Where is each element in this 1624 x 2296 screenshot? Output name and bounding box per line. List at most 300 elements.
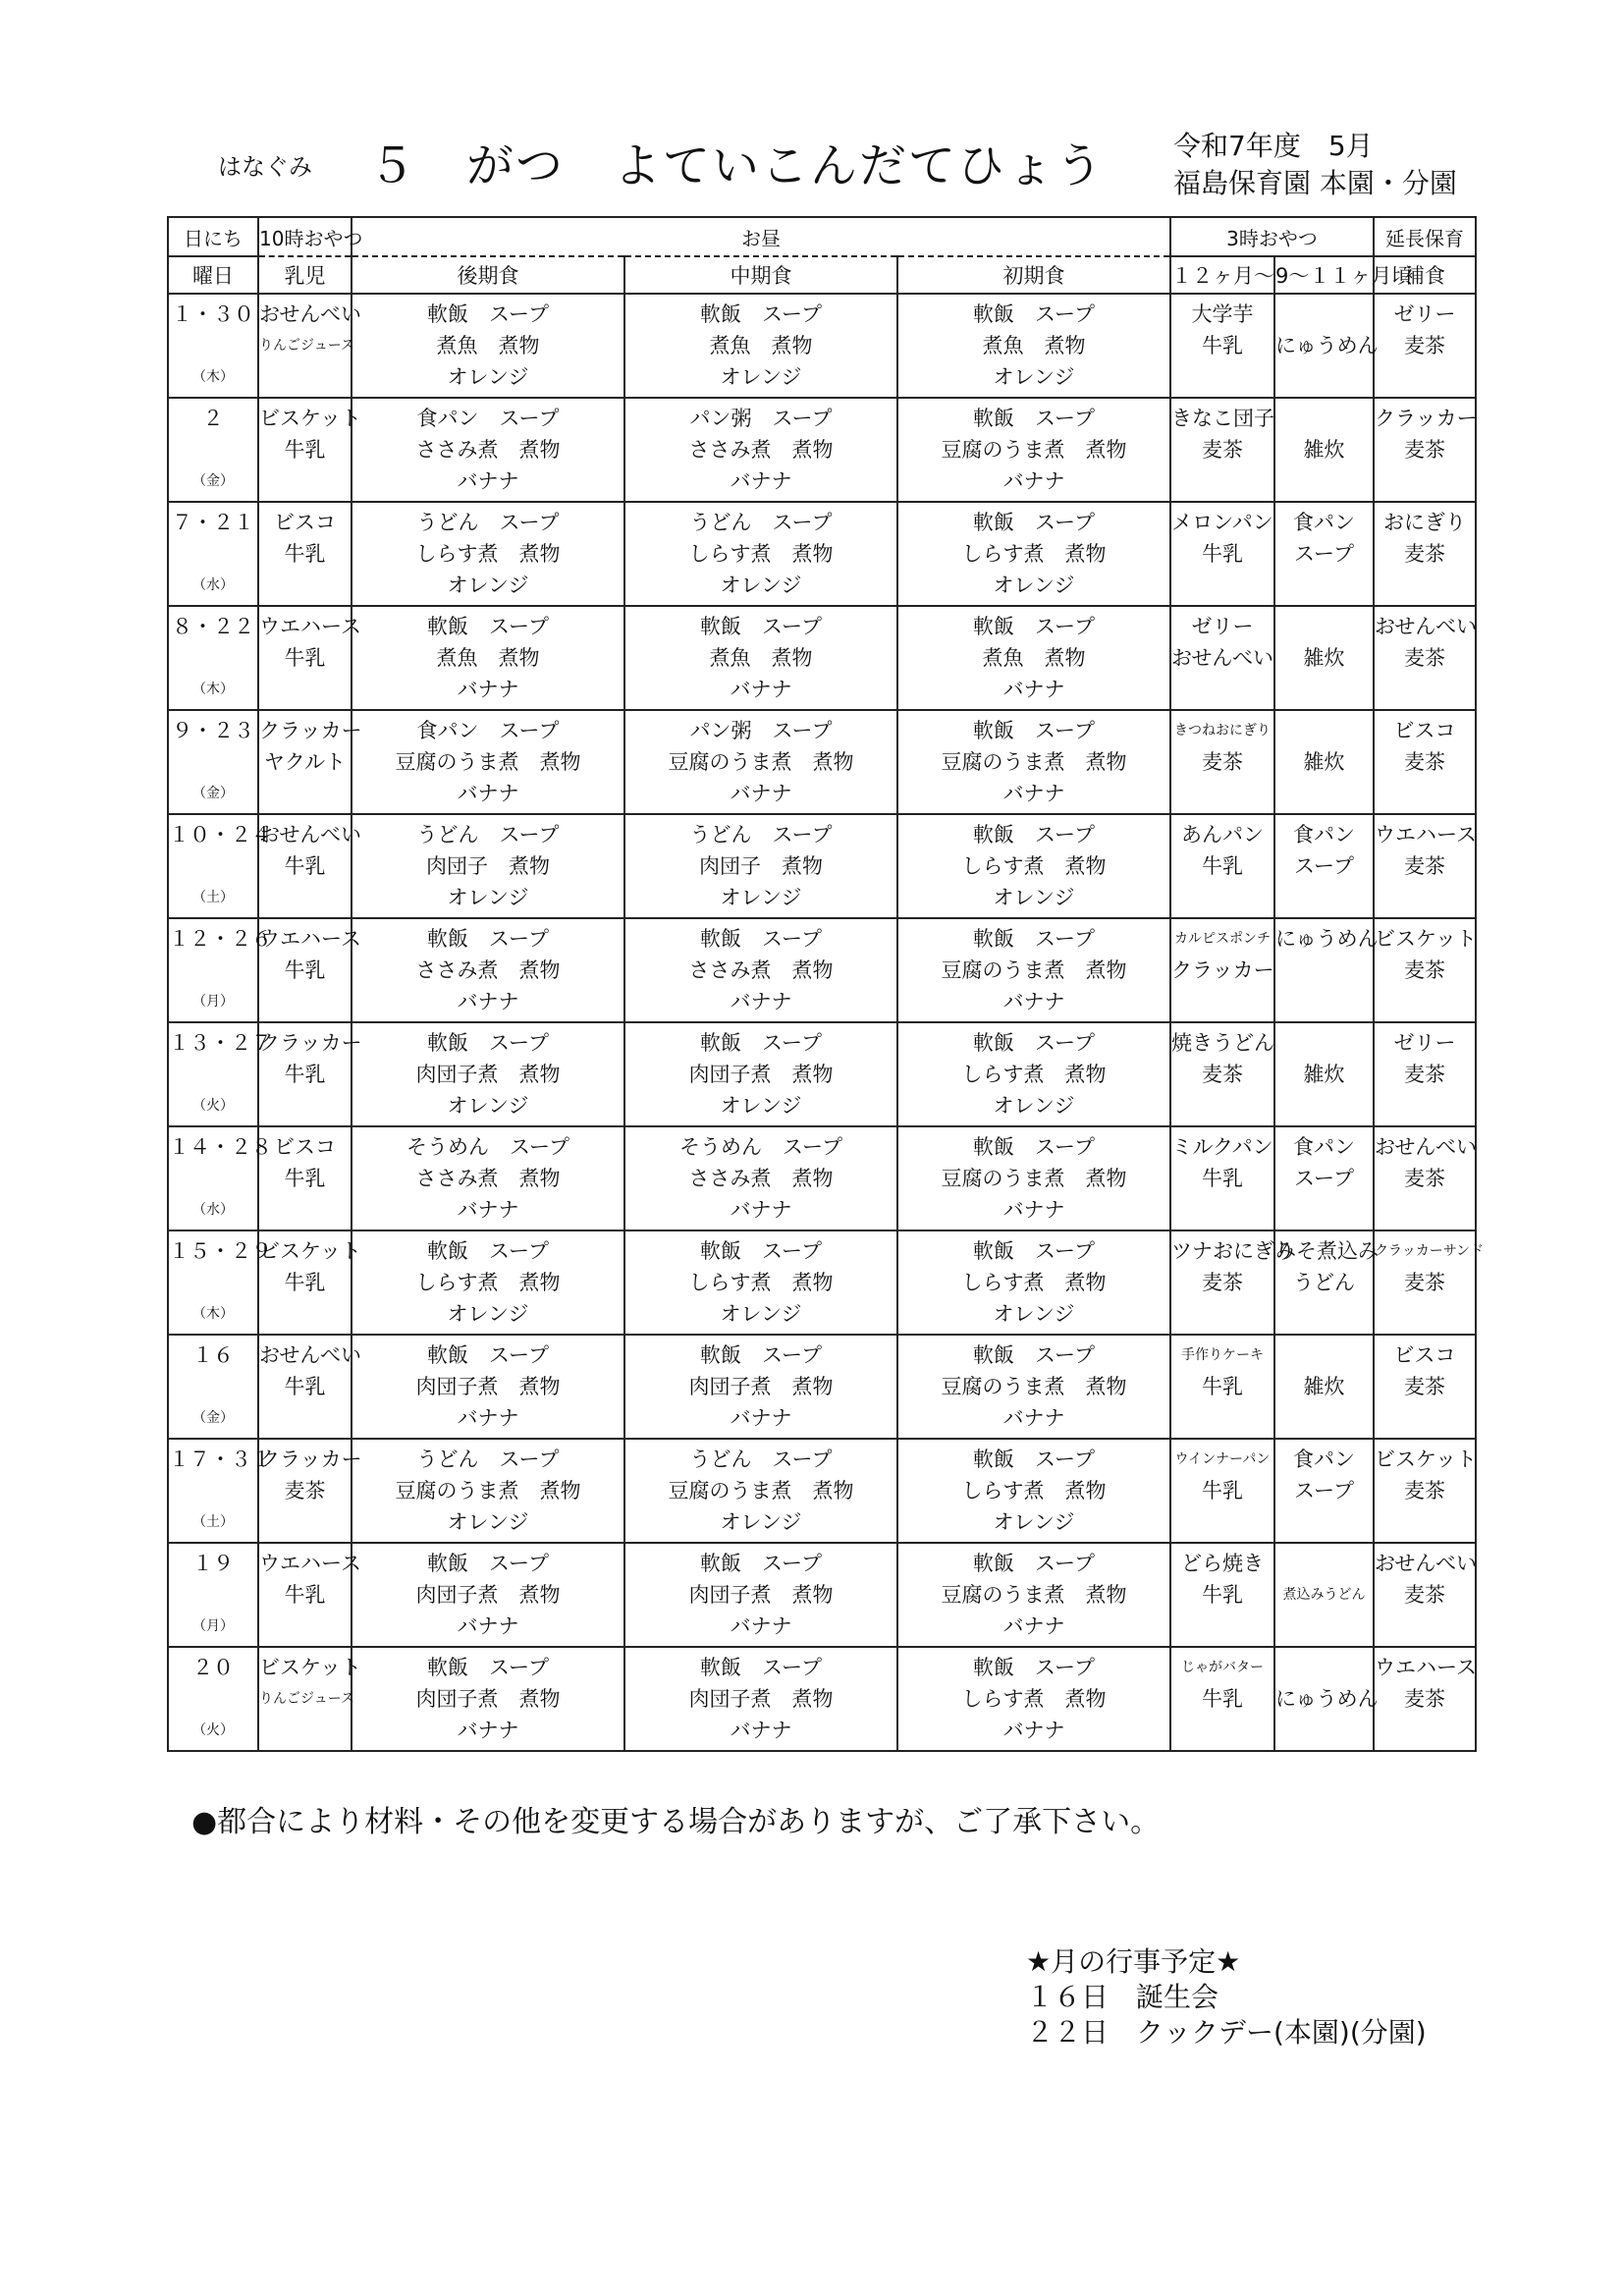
cell-line (1275, 1506, 1373, 1538)
extended-cell-lines (1375, 399, 1478, 501)
date-lines (169, 1231, 272, 1334)
cell-line (1375, 986, 1475, 1017)
cell-line: 雑炊 (1303, 438, 1345, 462)
cell-line (259, 778, 351, 809)
cell-line: 牛乳 (284, 1271, 326, 1294)
cell-line (1375, 1611, 1475, 1642)
cell-line: 豆腐のうま煮 煮物 (941, 1375, 1127, 1398)
cell-line: 麦茶 (1202, 750, 1243, 774)
cell-line: 豆腐のうま煮 煮物 (668, 1479, 854, 1503)
date-lines (169, 607, 257, 709)
cell-line: ビスコ (1393, 1343, 1456, 1367)
cell-line: 軟飯 スープ (973, 1343, 1095, 1367)
middle-cell-lines (625, 1023, 896, 1125)
extended-cell (1374, 814, 1476, 918)
cell-line: ささみ煮 煮物 (415, 958, 561, 982)
late-cell (352, 1335, 624, 1439)
cell-line (1275, 361, 1373, 393)
cell-line: 煮込みうどん (1282, 1587, 1366, 1603)
cell-line: 肉団子煮 煮物 (688, 1375, 834, 1398)
cell-line: 軟飯 スープ (973, 1031, 1095, 1055)
extended-cell (1374, 502, 1476, 606)
cell-line: バナナ (1002, 1406, 1065, 1430)
date-cell (168, 606, 258, 710)
late-cell-lines (352, 1440, 623, 1542)
cell-line: しらす煮 煮物 (961, 1479, 1107, 1503)
cell-line: 牛乳 (1202, 854, 1243, 878)
cell-line: 麦茶 (1202, 1063, 1243, 1086)
extended-cell (1374, 606, 1476, 710)
cell-line: 麦茶 (1404, 1583, 1446, 1607)
snack3b-cell (1274, 710, 1374, 814)
snack3b-cell-lines (1275, 711, 1373, 813)
cell-line: ウエハース (259, 615, 361, 638)
cell-line (1275, 882, 1373, 913)
cell-line: 食パン スープ (416, 719, 560, 742)
snack3b-cell-lines (1275, 1440, 1373, 1542)
snack3a-cell (1170, 1126, 1274, 1230)
table-row (168, 814, 1476, 918)
cell-line: 豆腐のうま煮 煮物 (395, 1479, 581, 1503)
cell-line (259, 361, 351, 393)
late-cell (352, 1647, 624, 1751)
cell-line (1275, 611, 1373, 642)
cell-line: しらす煮 煮物 (961, 1271, 1107, 1294)
extended-cell (1374, 1647, 1476, 1751)
date-lines (169, 503, 257, 605)
cell-line: カルピスポンチ (1174, 931, 1271, 947)
late-cell-lines (352, 503, 623, 605)
cell-line (1171, 570, 1273, 601)
early-cell-lines (898, 1127, 1169, 1230)
middle-cell-lines (625, 1231, 896, 1334)
cell-line: 雑炊 (1303, 750, 1345, 774)
cell-line: 牛乳 (284, 542, 326, 566)
cell-line (1171, 882, 1273, 913)
snack10-cell-lines (259, 399, 361, 501)
cell-line: 軟飯 スープ (973, 719, 1095, 742)
cell-line (1375, 570, 1475, 601)
cell-line: バナナ (1002, 1719, 1065, 1742)
col-snack10-sub: 乳児 (258, 256, 352, 294)
snack3b-cell-lines (1275, 1023, 1373, 1125)
cell-line (1171, 361, 1273, 393)
early-cell-lines (898, 1440, 1169, 1542)
cell-line (1275, 1298, 1373, 1330)
cell-line: にゅうめん (1275, 334, 1379, 357)
cell-line (1275, 778, 1373, 809)
cell-line: うどん スープ (689, 823, 833, 847)
date-lines (169, 1127, 272, 1230)
page-title: ５ がつ よていこんだてひょう (368, 138, 1106, 193)
date-cell (168, 398, 258, 502)
cell-line (1171, 465, 1273, 497)
snack3b-cell (1274, 1335, 1374, 1439)
cell-line: オレンジ (993, 574, 1075, 597)
middle-cell-lines (625, 503, 896, 605)
cell-line: オレンジ (993, 886, 1075, 909)
cell-line: 軟飯 スープ (700, 1239, 822, 1263)
spacer (169, 1683, 257, 1715)
cell-line: ヤクルト (263, 750, 347, 774)
cell-line: オレンジ (993, 1302, 1075, 1326)
date-lines (169, 919, 272, 1021)
cell-line: 大学芋 (1191, 302, 1254, 326)
cell-line (1171, 1194, 1273, 1226)
cell-line: 手作りケーキ (1181, 1347, 1264, 1363)
cell-line: おせんべい (1171, 646, 1273, 670)
cell-line: 食パン スープ (416, 407, 560, 430)
snack3b-cell (1274, 1022, 1374, 1126)
cell-line: 肉団子煮 煮物 (688, 1583, 834, 1607)
late-cell (352, 1439, 624, 1543)
cell-line: 肉団子煮 煮物 (415, 1375, 561, 1398)
middle-cell-lines (625, 1127, 896, 1230)
class-name: はなぐみ (218, 153, 312, 181)
cell-line: 食パン (1293, 1135, 1355, 1159)
cell-line: おせんべい (259, 302, 361, 326)
snack3b-cell-lines (1275, 607, 1373, 709)
cell-line: おせんべい (259, 1343, 361, 1367)
late-cell (352, 1022, 624, 1126)
cell-line: 牛乳 (1202, 1167, 1243, 1190)
middle-cell (624, 398, 897, 502)
header-row-2 (168, 256, 1476, 294)
snack10-cell (258, 814, 361, 918)
cell-line: 豆腐のうま煮 煮物 (941, 1583, 1127, 1607)
early-cell-lines (898, 815, 1169, 917)
date-cell (168, 710, 258, 814)
cell-line: バナナ (1002, 782, 1065, 805)
cell-line (1275, 299, 1373, 330)
snack10-cell-lines (259, 815, 361, 917)
cell-line: スープ (1294, 854, 1354, 878)
cell-line: 豆腐のうま煮 煮物 (668, 750, 854, 774)
cell-line: オレンジ (720, 1510, 802, 1534)
nursery-name: 福島保育園 本園・分園 (1173, 167, 1457, 199)
snack10-cell (258, 710, 362, 814)
col-weekday: 曜日 (168, 256, 258, 294)
cell-line: オレンジ (447, 1302, 529, 1326)
middle-cell-lines (625, 711, 896, 813)
snack3a-cell (1170, 1022, 1274, 1126)
snack3a-cell (1170, 294, 1274, 398)
table-row (168, 918, 1476, 1022)
cell-line: ゼリー (1191, 615, 1254, 638)
snack3a-cell (1170, 1543, 1274, 1647)
cell-line (1275, 986, 1373, 1017)
extended-cell-lines (1375, 711, 1475, 813)
cell-line: うどん スープ (416, 823, 560, 847)
cell-line: バナナ (730, 469, 792, 493)
cell-line: バナナ (457, 678, 519, 701)
cell-line: 牛乳 (1202, 1687, 1243, 1711)
table-row (168, 398, 1476, 502)
cell-line: 麦茶 (1404, 1271, 1446, 1294)
cell-line: うどん スープ (416, 511, 560, 534)
cell-line: 麦茶 (1404, 334, 1446, 357)
cell-line: バナナ (457, 990, 519, 1013)
cell-line: クラッカー (259, 1448, 362, 1471)
cell-line (1171, 1402, 1273, 1434)
cell-line: クラッカー (1375, 407, 1478, 430)
cell-line (1171, 1090, 1273, 1121)
snack3b-cell (1274, 814, 1374, 918)
early-cell-lines (898, 607, 1169, 709)
cell-line: 雑炊 (1303, 1063, 1345, 1086)
weekday-text: （土） (192, 890, 234, 905)
middle-cell-lines (625, 1544, 896, 1646)
middle-cell (624, 918, 897, 1022)
middle-cell-lines (625, 1336, 896, 1438)
date-cell (168, 1439, 272, 1543)
weekday-text: （水） (192, 577, 234, 593)
date-lines (169, 711, 257, 813)
early-cell (897, 1439, 1170, 1543)
early-cell (897, 294, 1170, 398)
snack10-cell-lines (259, 711, 362, 813)
middle-cell (624, 1647, 897, 1751)
cell-line: 肉団子煮 煮物 (688, 1063, 834, 1086)
menu-table (167, 216, 1485, 1752)
weekday-text: （月） (192, 1618, 234, 1634)
weekday-text: （木） (192, 1306, 234, 1322)
cell-line (1375, 1194, 1475, 1226)
early-cell-lines (898, 1231, 1169, 1334)
date-cell (168, 918, 272, 1022)
table-row (168, 606, 1476, 710)
cell-line (259, 570, 351, 601)
spacer (169, 1579, 257, 1611)
cell-line: 軟飯 スープ (700, 1552, 822, 1575)
cell-line: バナナ (457, 1719, 519, 1742)
notice-text: ●都合により材料・その他を変更する場合がありますが、ご了承下さい。 (191, 1805, 1161, 1839)
cell-line: オレンジ (447, 1094, 529, 1118)
early-cell (897, 502, 1170, 606)
cell-line (1275, 1652, 1373, 1683)
cell-line: バナナ (730, 990, 792, 1013)
cell-line: オレンジ (720, 365, 802, 389)
cell-line (259, 1298, 351, 1330)
weekday-text: （火） (192, 1098, 234, 1114)
cell-line: 軟飯 スープ (700, 1656, 822, 1679)
extended-cell-lines (1375, 295, 1475, 397)
cell-line: 食パン (1293, 511, 1355, 534)
cell-line: 牛乳 (284, 1167, 326, 1190)
cell-line: オレンジ (720, 1302, 802, 1326)
snack3b-cell (1274, 502, 1374, 606)
extended-cell (1374, 1335, 1476, 1439)
middle-cell (624, 294, 897, 398)
weekday-text: （木） (192, 682, 234, 697)
extended-cell-lines (1375, 1544, 1475, 1646)
cell-line: 豆腐のうま煮 煮物 (941, 750, 1127, 774)
table-row (168, 502, 1476, 606)
snack3a-cell-lines (1171, 1440, 1273, 1542)
table-row (168, 1335, 1476, 1439)
snack3b-cell-lines (1275, 1231, 1379, 1334)
snack10-cell (258, 294, 361, 398)
spacer (169, 1371, 257, 1402)
middle-cell (624, 1439, 897, 1543)
cell-line: 牛乳 (284, 1583, 326, 1607)
date-cell (168, 1543, 258, 1647)
cell-line: ウエハース (259, 1552, 361, 1575)
cell-line: バナナ (1002, 678, 1065, 701)
cell-line: 軟飯 スープ (973, 1552, 1095, 1575)
cell-line: しらす煮 煮物 (961, 542, 1107, 566)
middle-cell (624, 1126, 897, 1230)
late-cell-lines (352, 711, 623, 813)
extended-cell (1374, 1230, 1485, 1335)
cell-line (1375, 361, 1475, 393)
cell-line: 軟飯 スープ (700, 1343, 822, 1367)
date-text: １０・２４ (169, 823, 272, 847)
cell-line: うどん スープ (689, 511, 833, 534)
date-lines (169, 1544, 257, 1646)
extended-cell-lines (1375, 1440, 1475, 1542)
col-snack3-a: １２ヶ月～ (1170, 256, 1274, 294)
middle-cell (624, 1543, 897, 1647)
early-cell (897, 710, 1170, 814)
cell-line: 煮魚 煮物 (709, 646, 813, 670)
snack3b-cell (1274, 294, 1379, 398)
date-cell (168, 1647, 258, 1751)
cell-line: バナナ (730, 1719, 792, 1742)
cell-line (1275, 1715, 1373, 1746)
spacer (169, 955, 257, 986)
snack10-cell (258, 1543, 361, 1647)
late-cell (352, 1230, 624, 1335)
snack3a-cell-lines (1171, 1544, 1273, 1646)
cell-line: 牛乳 (284, 958, 326, 982)
cell-line (259, 1090, 351, 1121)
cell-line: しらす煮 煮物 (688, 542, 834, 566)
extended-cell-lines (1375, 1648, 1475, 1750)
snack10-cell-lines (259, 503, 351, 605)
cell-line: ビスケット (259, 407, 361, 430)
middle-cell (624, 502, 897, 606)
late-cell-lines (352, 1544, 623, 1646)
spacer (169, 1059, 257, 1090)
cell-line: オレンジ (720, 1094, 802, 1118)
cell-line: スープ (1294, 542, 1354, 566)
cell-line (259, 1402, 351, 1434)
extended-cell-lines (1375, 1127, 1475, 1230)
snack3a-cell-lines (1171, 399, 1273, 501)
extended-cell (1374, 1022, 1476, 1126)
cell-line: ビスケット (1375, 1448, 1477, 1471)
cell-line: バナナ (730, 1198, 792, 1222)
cell-line (1375, 674, 1475, 705)
snack10-cell (258, 1335, 361, 1439)
cell-line: バナナ (457, 1406, 519, 1430)
date-text: １３・２７ (169, 1031, 272, 1055)
extended-cell-lines (1375, 1231, 1485, 1334)
late-cell-lines (352, 1127, 623, 1230)
early-cell-lines (898, 919, 1169, 1021)
cell-line: 麦茶 (1404, 1479, 1446, 1503)
table-row (168, 1543, 1476, 1647)
spacer (169, 538, 257, 570)
cell-line: 麦茶 (1404, 1063, 1446, 1086)
cell-line: バナナ (730, 678, 792, 701)
snack10-cell-lines (259, 1231, 361, 1334)
late-cell-lines (352, 399, 623, 501)
spacer (169, 330, 257, 361)
cell-line: 軟飯 スープ (700, 302, 822, 326)
early-cell (897, 606, 1170, 710)
cell-line: バナナ (1002, 1198, 1065, 1222)
cell-line: 煮魚 煮物 (982, 334, 1086, 357)
early-cell-lines (898, 1336, 1169, 1438)
late-cell-lines (352, 295, 623, 397)
cell-line: 牛乳 (284, 646, 326, 670)
date-text: １２・２６ (169, 927, 272, 951)
snack3a-cell (1170, 398, 1274, 502)
cell-line (259, 1611, 351, 1642)
cell-line: 軟飯 スープ (427, 1552, 549, 1575)
snack3b-cell-lines (1275, 1127, 1373, 1230)
early-cell-lines (898, 503, 1169, 605)
spacer (169, 434, 257, 465)
spacer (169, 746, 257, 778)
cell-line: 麦茶 (1404, 1687, 1446, 1711)
date-text: １７・３１ (169, 1448, 272, 1471)
date-lines (169, 1336, 257, 1438)
table-row (168, 1230, 1476, 1335)
cell-line: 牛乳 (1202, 334, 1243, 357)
cell-line: そうめん スープ (679, 1135, 842, 1159)
cell-line: オレンジ (447, 365, 529, 389)
snack3b-cell (1274, 918, 1379, 1022)
date-cell (168, 1126, 272, 1230)
cell-line: おにぎり (1383, 511, 1467, 534)
late-cell-lines (352, 1231, 623, 1334)
middle-cell-lines (625, 399, 896, 501)
cell-line: 麦茶 (1404, 854, 1446, 878)
cell-line (1171, 1506, 1273, 1538)
snack10-cell-lines (259, 1127, 351, 1230)
early-cell-lines (898, 711, 1169, 813)
cell-line: ウエハース (1375, 1656, 1477, 1679)
table-row (168, 1439, 1476, 1543)
cell-line: バナナ (730, 782, 792, 805)
cell-line: 肉団子煮 煮物 (415, 1583, 561, 1607)
cell-line: そうめん スープ (406, 1135, 569, 1159)
date-cell (168, 1022, 272, 1126)
cell-line: みそ煮込み (1275, 1239, 1379, 1263)
cell-line: 雑炊 (1303, 1375, 1345, 1398)
cell-line: バナナ (1002, 990, 1065, 1013)
cell-line: スープ (1294, 1167, 1354, 1190)
snack3a-cell (1170, 606, 1274, 710)
cell-line: 肉団子煮 煮物 (688, 1687, 834, 1711)
col-snack10: 10時おやつ (258, 217, 352, 256)
middle-cell (624, 1230, 897, 1335)
date-text: １５・２９ (169, 1239, 272, 1263)
snack3b-cell (1274, 398, 1374, 502)
cell-line: オレンジ (447, 574, 529, 597)
date-text: １４・２８ (169, 1135, 272, 1159)
cell-line: 軟飯 スープ (427, 1343, 549, 1367)
weekday-text: （火） (192, 1722, 234, 1738)
cell-line: メロンパン (1171, 511, 1273, 534)
snack3b-cell (1274, 1230, 1379, 1335)
cell-line: オレンジ (993, 1094, 1075, 1118)
cell-line: 食パン (1293, 1448, 1355, 1471)
spacer (169, 642, 257, 674)
